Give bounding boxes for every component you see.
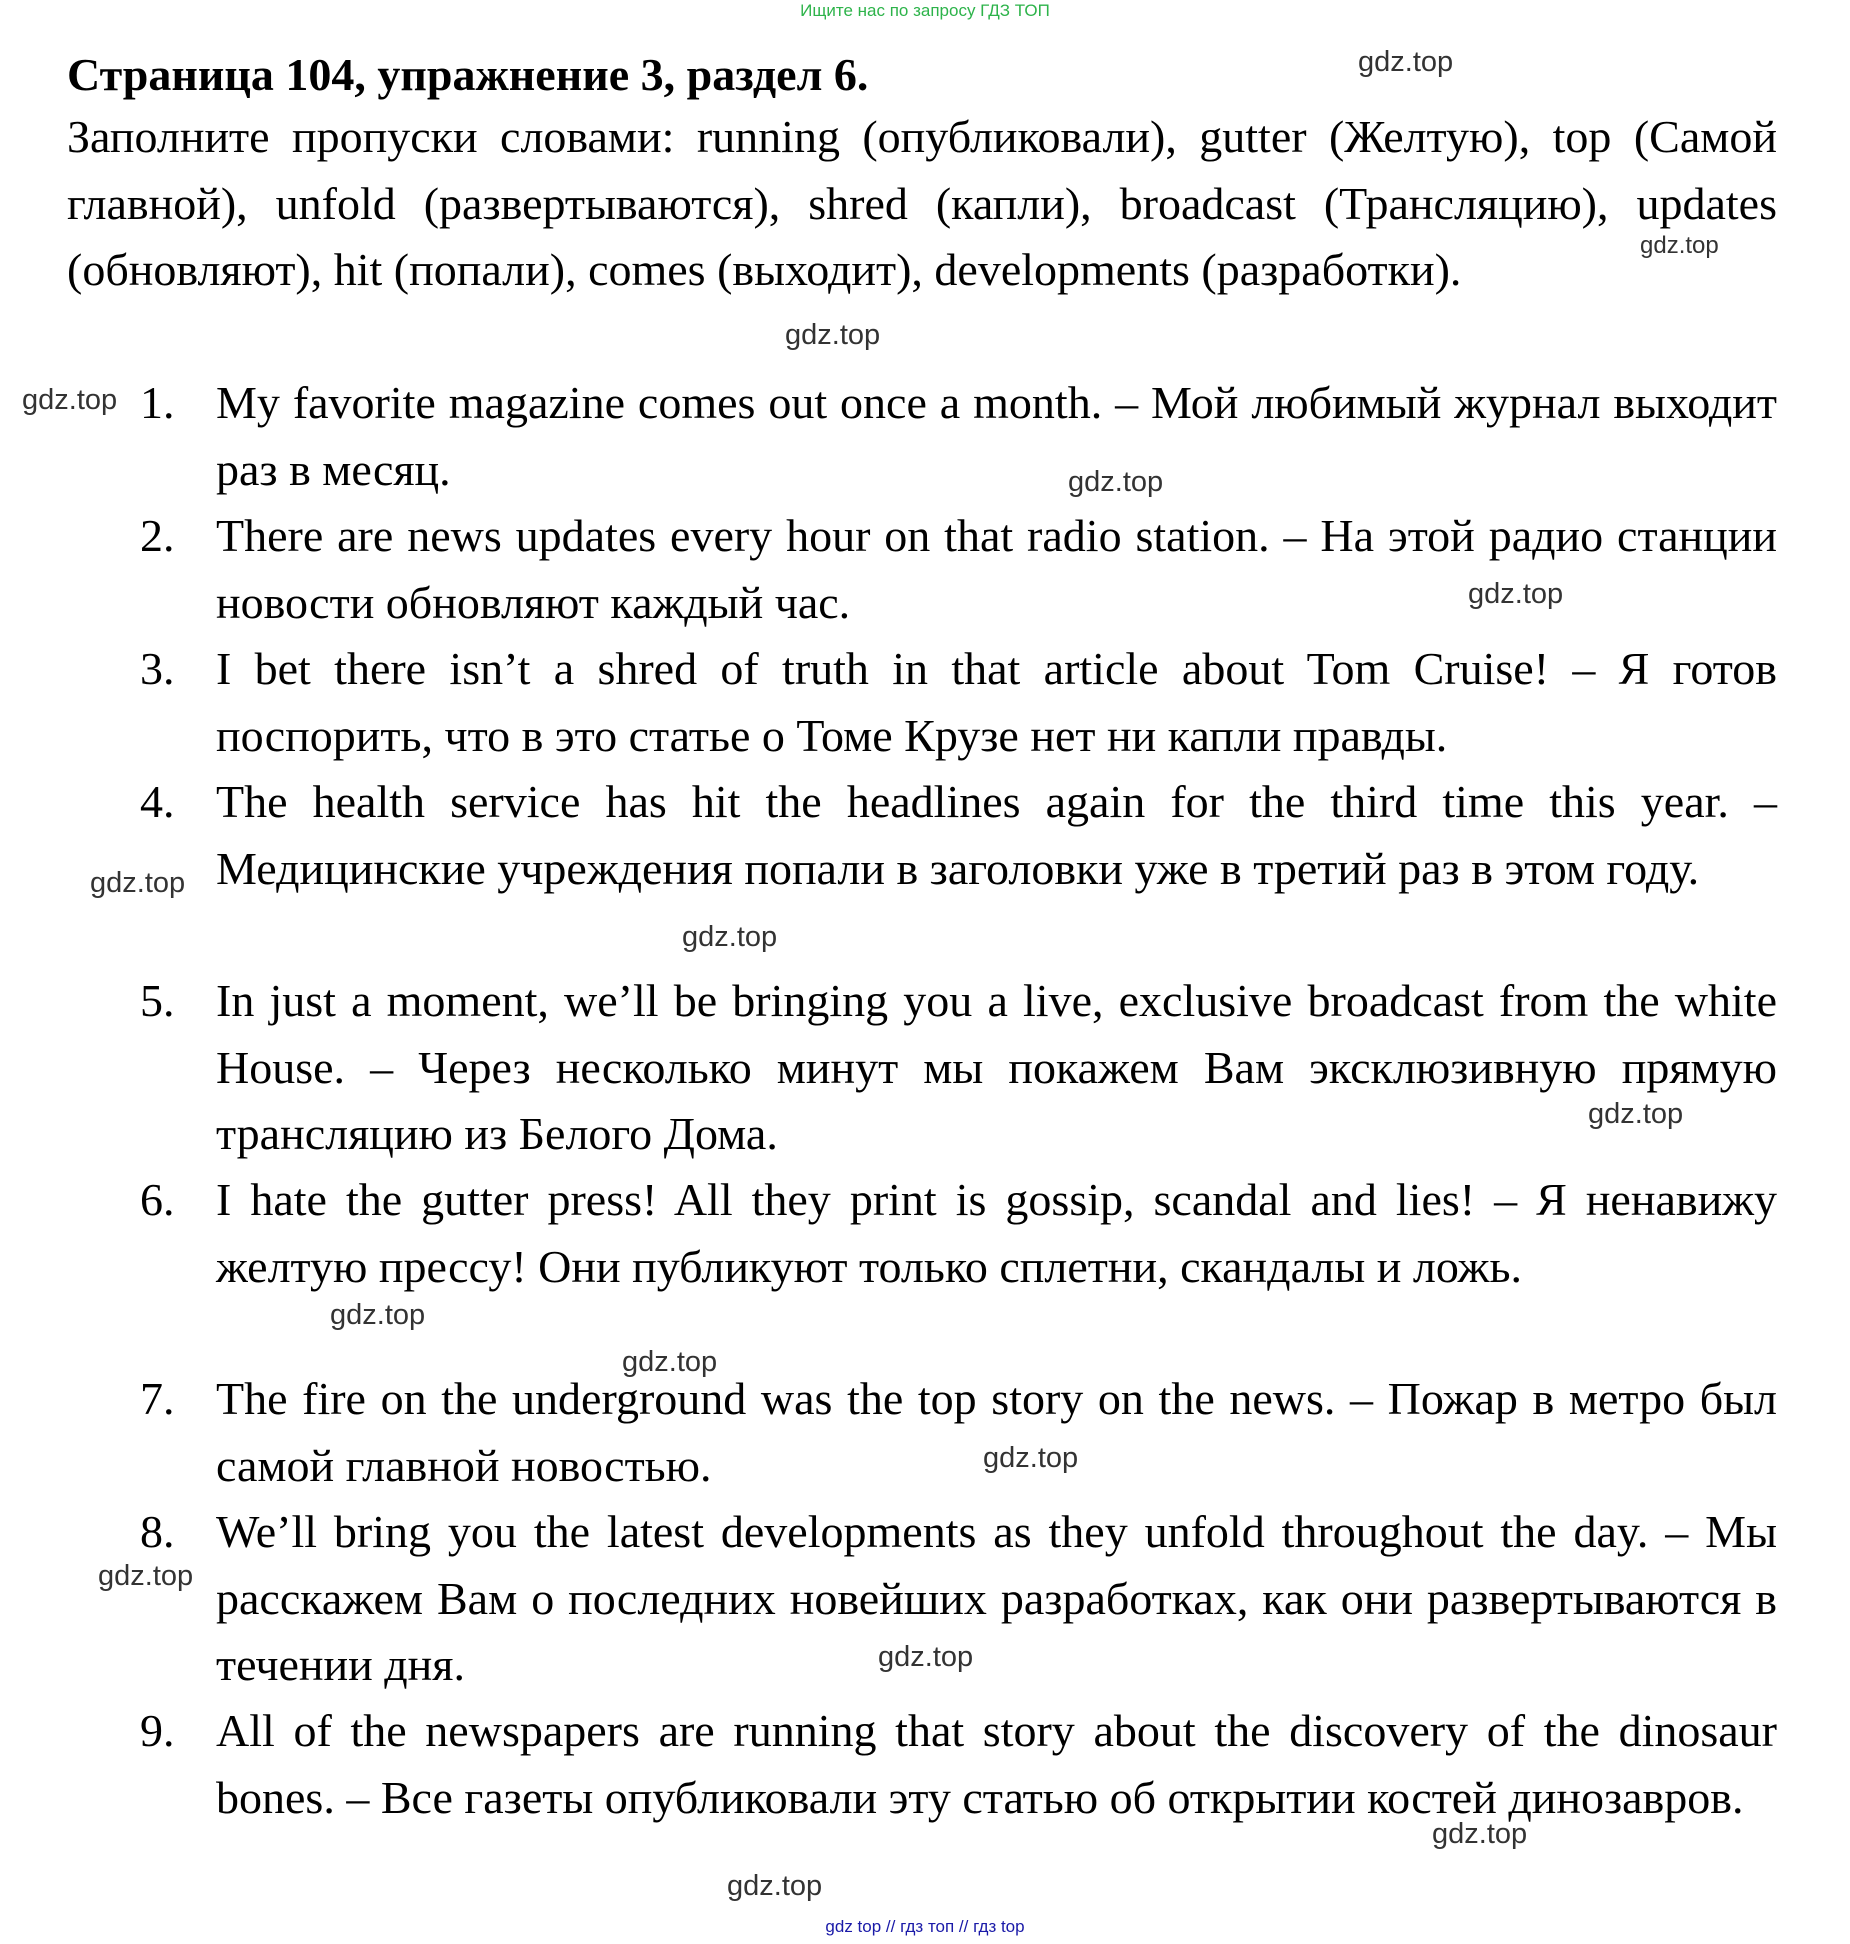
- top-banner[interactable]: Ищите нас по запросу ГДЗ ТОП: [800, 1, 1050, 20]
- item-text: I bet there isn’t a shred of truth in that article about Tom Cruise! – Я готов поспорить, что в это статье о Томе Крузе нет ни капли правды.: [216, 643, 1777, 761]
- item-number: 1.: [140, 377, 175, 428]
- item-text: The fire on the underground was the top story on the news. – Пожар в метро был самой главной новостью.: [216, 1373, 1777, 1491]
- watermark: gdz.top: [1640, 232, 1719, 259]
- item-number: 9.: [140, 1705, 175, 1756]
- watermark: gdz.top: [1068, 466, 1164, 498]
- item-text: My favorite magazine comes out once a month. – Мой любимый журнал выходит раз в месяц.: [216, 377, 1777, 495]
- watermark: gdz.top: [878, 1641, 974, 1673]
- list-item: [0, 1167, 1850, 1366]
- list-item: [0, 1366, 1850, 1499]
- watermark: gdz.top: [785, 319, 881, 351]
- footer-links[interactable]: gdz top // гдз топ // гдз top: [825, 1917, 1025, 1936]
- watermark: gdz.top: [330, 1299, 426, 1331]
- watermark: gdz.top: [1358, 46, 1454, 78]
- item-text: In just a moment, we’ll be bringing you a live, exclusive broadcast from the white House. – Через несколько минут мы покажем Вам эксклюзивную прямую трансляцию из Белого Дома.: [216, 975, 1777, 1159]
- watermark: gdz.top: [22, 384, 118, 416]
- item-number: 7.: [140, 1373, 175, 1424]
- list-item: [0, 968, 1850, 1167]
- watermark: gdz.top: [983, 1442, 1079, 1474]
- watermark: gdz.top: [1432, 1818, 1528, 1850]
- watermark: gdz.top: [90, 867, 186, 899]
- item-number: 2.: [140, 510, 175, 561]
- watermark: gdz.top: [98, 1560, 194, 1592]
- watermark: gdz.top: [1468, 578, 1564, 610]
- task-instructions: Заполните пропуски словами: running (опубликовали), gutter (Желтую), top (Самой главной), unfold (развертываются), shred (капли), broadcast (Трансляцию), updates (обновляют), hit (попали), comes (выходит), developments (разработки).: [67, 111, 1777, 295]
- list-item: [0, 370, 1850, 503]
- list-item: [0, 1698, 1850, 1897]
- item-number: 5.: [140, 975, 175, 1026]
- list-item: [0, 503, 1850, 636]
- item-text: We’ll bring you the latest developments as they unfold throughout the day. – Мы расскажем Вам о последних новейших разработках, как они развертываются в течении дня.: [216, 1506, 1777, 1690]
- item-text: The health service has hit the headlines again for the third time this year. – Медицинские учреждения попали в заголовки уже в третий раз в этом году.: [216, 776, 1777, 894]
- item-number: 6.: [140, 1174, 175, 1225]
- item-text: I hate the gutter press! All they print is gossip, scandal and lies! – Я ненавижу желтую прессу! Они публикуют только сплетни, скандалы и ложь.: [216, 1174, 1777, 1292]
- watermark: gdz.top: [1588, 1098, 1684, 1130]
- item-number: 8.: [140, 1506, 175, 1557]
- item-number: 4.: [140, 776, 175, 827]
- list-item: [0, 636, 1850, 769]
- list-item: [0, 769, 1850, 968]
- watermark: gdz.top: [682, 921, 778, 953]
- item-text: There are news updates every hour on that radio station. – На этой радио станции новости обновляют каждый час.: [216, 510, 1777, 628]
- item-text: All of the newspapers are running that story about the discovery of the dinosaur bones. – Все газеты опубликовали эту статью об открытии костей динозавров.: [216, 1705, 1777, 1823]
- page-title: Страница 104, упражнение 3, раздел 6.: [67, 49, 869, 100]
- item-number: 3.: [140, 643, 175, 694]
- watermark: gdz.top: [622, 1346, 718, 1378]
- watermark: gdz.top: [727, 1870, 823, 1902]
